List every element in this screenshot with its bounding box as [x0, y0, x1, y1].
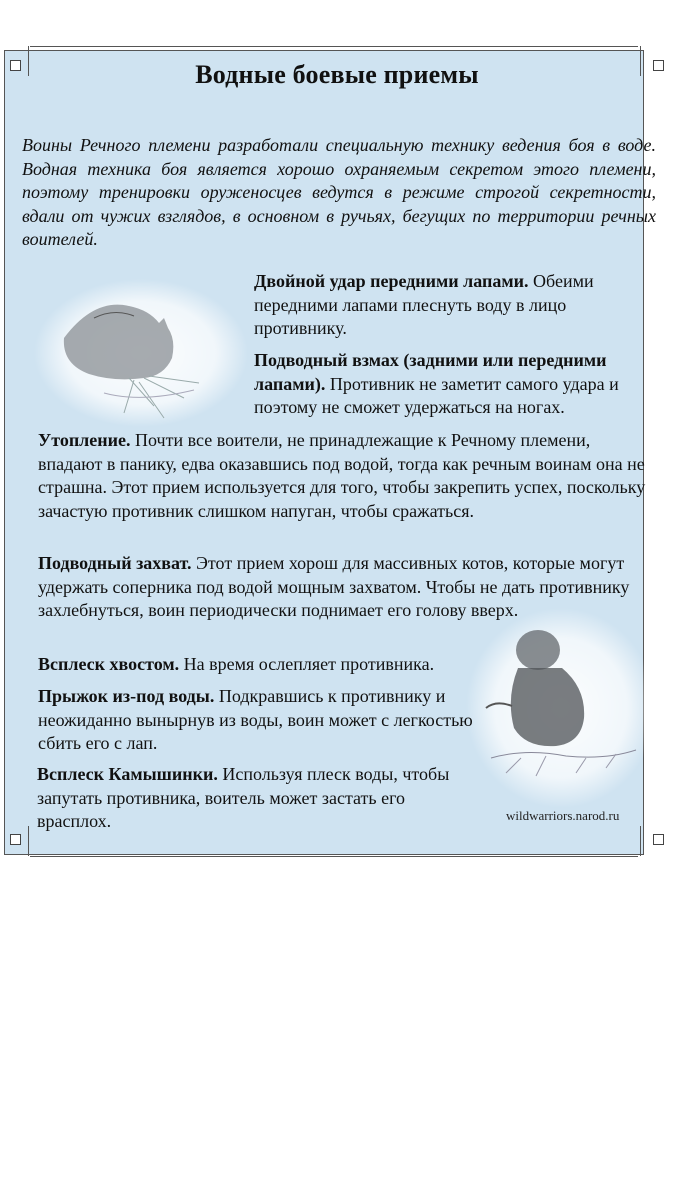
technique-reed-splash: [37, 763, 477, 834]
technique-name: Двойной удар передними лапами.: [254, 271, 529, 291]
technique-underwater-grip: [38, 552, 646, 623]
cat-splash-illustration: [34, 278, 248, 428]
frame-right-line-bottom: [640, 826, 641, 856]
cat-water-illustration: [466, 608, 656, 808]
technique-text: На время ослепляет противника.: [183, 654, 435, 674]
technique-name: Всплеск хвостом.: [38, 654, 180, 674]
technique-tail-splash: [38, 653, 488, 677]
corner-ornament-bottom-left: [10, 834, 21, 845]
technique-name: Подводный захват.: [38, 553, 192, 573]
frame-left-line-bottom: [28, 826, 29, 856]
technique-text: Подкравшись к противнику и неожиданно вынырнув из воды, воин может с легкостью сбить его с лап.: [38, 686, 473, 753]
frame-bottom-line: [30, 856, 638, 857]
intro-paragraph: Воины Речного племени разработали специальную технику ведения боя в воде. Водная техника боя является хорошо охраняемым секретом этого племени, поэтому тренировки оруженосцев ведутся в режиме строгой секретности, вдали от чужих взглядов, в основном в ручьях, бегущих по территории речных воителей.: [22, 135, 656, 249]
technique-text: Обеими передними лапами плеснуть воду в лицо противнику.: [254, 271, 594, 338]
frame-top-line: [30, 46, 638, 47]
technique-underwater-sweep: [254, 349, 646, 420]
technique-drowning: [38, 429, 650, 523]
technique-name: Всплеск Камышинки.: [37, 764, 218, 784]
technique-text: Почти все воители, не принадлежащие к Речному племени, впадают в панику, едва оказавшись под водой, тогда как речным воинам она не страшна. Этот прием используется для того, чтобы закрепить успех, поскольку зачастую противник слишком напуган, чтобы сражаться.: [38, 430, 646, 521]
source-credit: wildwarriors.narod.ru: [506, 808, 620, 823]
technique-name: Подводный взмах (задними или передними лапами).: [254, 350, 607, 394]
technique-text: Этот прием хорош для массивных котов, которые могут удержать соперника под водой мощным захватом. Чтобы не дать противнику захлебнуться, воин периодически поднимает его голову вверх.: [38, 553, 630, 620]
corner-ornament-bottom-right: [653, 834, 664, 845]
technique-name: Прыжок из-под воды.: [38, 686, 215, 706]
technique-jump-from-water: [38, 685, 478, 756]
technique-text: Используя плеск воды, чтобы запутать противника, воитель может застать его врасплох.: [37, 764, 450, 831]
page-title: Водные боевые приемы: [195, 60, 479, 89]
technique-double-strike: [254, 270, 642, 341]
technique-text: Противник не заметит самого удара и поэтому не сможет удержаться на ногах.: [254, 373, 619, 417]
technique-name: Утопление.: [38, 430, 131, 450]
